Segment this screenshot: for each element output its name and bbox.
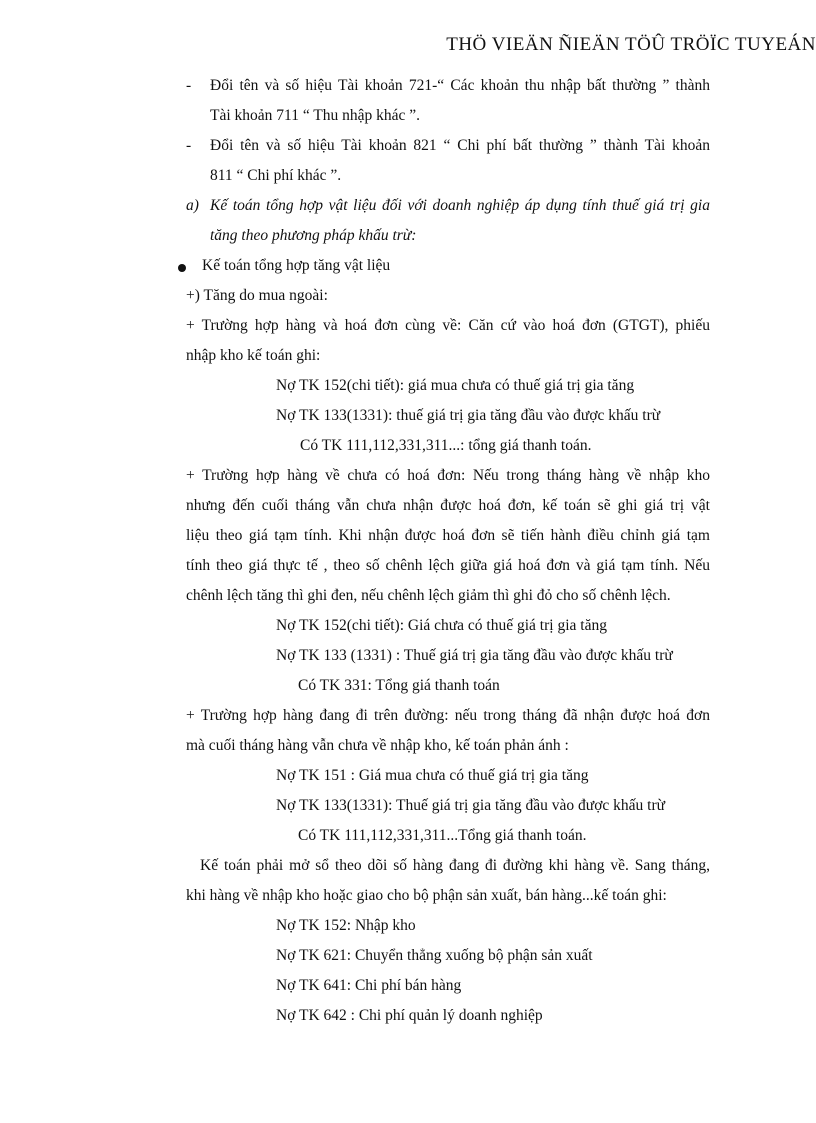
next-month-line-2: khi hàng về nhập kho hoặc giao cho bộ phận sản xuất, bán hàng...kế toán ghi: [186, 887, 667, 904]
entry-1-debit-133: Nợ TK 133(1331): thuế giá trị gia tăng đầu vào được khấu trừ [276, 407, 661, 424]
section-a-heading-line-1: Kế toán tổng hợp vật liệu đối với doanh nghiệp áp dụng tính thuế giá trị gia [210, 197, 710, 214]
page-header-title: THÖ VIEÄN ÑIEÄN TÖÛ TRÖÏC TUYEÁN [446, 34, 816, 55]
bullet-heading: Kế toán tổng hợp tăng vật liệu [202, 257, 391, 274]
dash-marker: - [186, 137, 192, 154]
entry-2-debit-133: Nợ TK 133 (1331) : Thuế giá trị gia tăng đầu vào được khấu trừ [276, 647, 673, 664]
case-2-line-2: nhưng đến cuối tháng vẫn chưa nhận được hoá đơn, kế toán sẽ ghi giá trị vật [186, 497, 710, 514]
next-month-line-1: Kế toán phải mở sổ theo dõi số hàng đang đi đường khi hàng về. Sang tháng, [200, 857, 710, 874]
rename-item-2-line-2: 811 “ Chi phí khác ”. [210, 167, 342, 184]
rename-item-1-line-1: Đổi tên và số hiệu Tài khoản 721-“ Các khoản thu nhập bất thường ” thành [210, 77, 710, 94]
entry-4-debit-642: Nợ TK 642 : Chi phí quản lý doanh nghiệp [276, 1007, 543, 1024]
rename-item-2-line-1: Đổi tên và số hiệu Tài khoản 821 “ Chi phí bất thường ” thành Tài khoản [210, 137, 710, 154]
case-1-line-1: + Trường hợp hàng và hoá đơn cùng về: Căn cứ vào hoá đơn (GTGT), phiếu [186, 317, 710, 334]
entry-3-debit-151: Nợ TK 151 : Giá mua chưa có thuế giá trị gia tăng [276, 767, 589, 784]
case-2-line-1: + Trường hợp hàng về chưa có hoá đơn: Nếu trong tháng hàng về nhập kho [186, 467, 710, 484]
case-2-line-3: liệu theo giá tạm tính. Khi nhận được hoá đơn sẽ tiến hành điều chỉnh giá tạm [186, 527, 710, 544]
case-1-line-2: nhập kho kế toán ghi: [186, 347, 321, 364]
entry-4-debit-641: Nợ TK 641: Chi phí bán hàng [276, 977, 462, 994]
bullet-icon [178, 264, 186, 272]
entry-1-credit: Có TK 111,112,331,311...: tổng giá thanh toán. [300, 437, 592, 454]
entry-2-debit-152: Nợ TK 152(chi tiết): Giá chưa có thuế giá trị gia tăng [276, 617, 607, 634]
section-a-heading-line-2: tăng theo phương pháp khấu trừ: [210, 227, 417, 244]
entry-2-credit: Có TK 331: Tổng giá thanh toán [298, 677, 500, 694]
entry-4-debit-152: Nợ TK 152: Nhập kho [276, 917, 416, 934]
entry-1-debit-152: Nợ TK 152(chi tiết): giá mua chưa có thuế giá trị gia tăng [276, 377, 635, 394]
case-2-line-4: tính theo giá thực tế , theo số chênh lệch giữa giá hoá đơn và giá tạm tính. Nếu [186, 557, 710, 574]
case-3-line-2: mà cuối tháng hàng vẫn chưa về nhập kho, kế toán phản ánh : [186, 737, 569, 754]
dash-marker: - [186, 77, 192, 94]
rename-item-1-line-2: Tài khoản 711 “ Thu nhập khác ”. [210, 107, 421, 124]
case-2-line-5: chênh lệch tăng thì ghi đen, nếu chênh lệch giảm thì ghi đỏ cho số chênh lệch. [186, 587, 671, 604]
entry-3-credit: Có TK 111,112,331,311...Tổng giá thanh toán. [298, 827, 587, 844]
entry-3-debit-133: Nợ TK 133(1331): Thuế giá trị gia tăng đầu vào được khấu trừ [276, 797, 666, 814]
entry-4-debit-621: Nợ TK 621: Chuyển thẳng xuống bộ phận sản xuất [276, 947, 593, 964]
case-3-line-1: + Trường hợp hàng đang đi trên đường: nếu trong tháng đã nhận được hoá đơn [186, 707, 710, 724]
section-a-marker: a) [186, 197, 199, 214]
purchase-heading: +) Tăng do mua ngoài: [186, 287, 328, 304]
